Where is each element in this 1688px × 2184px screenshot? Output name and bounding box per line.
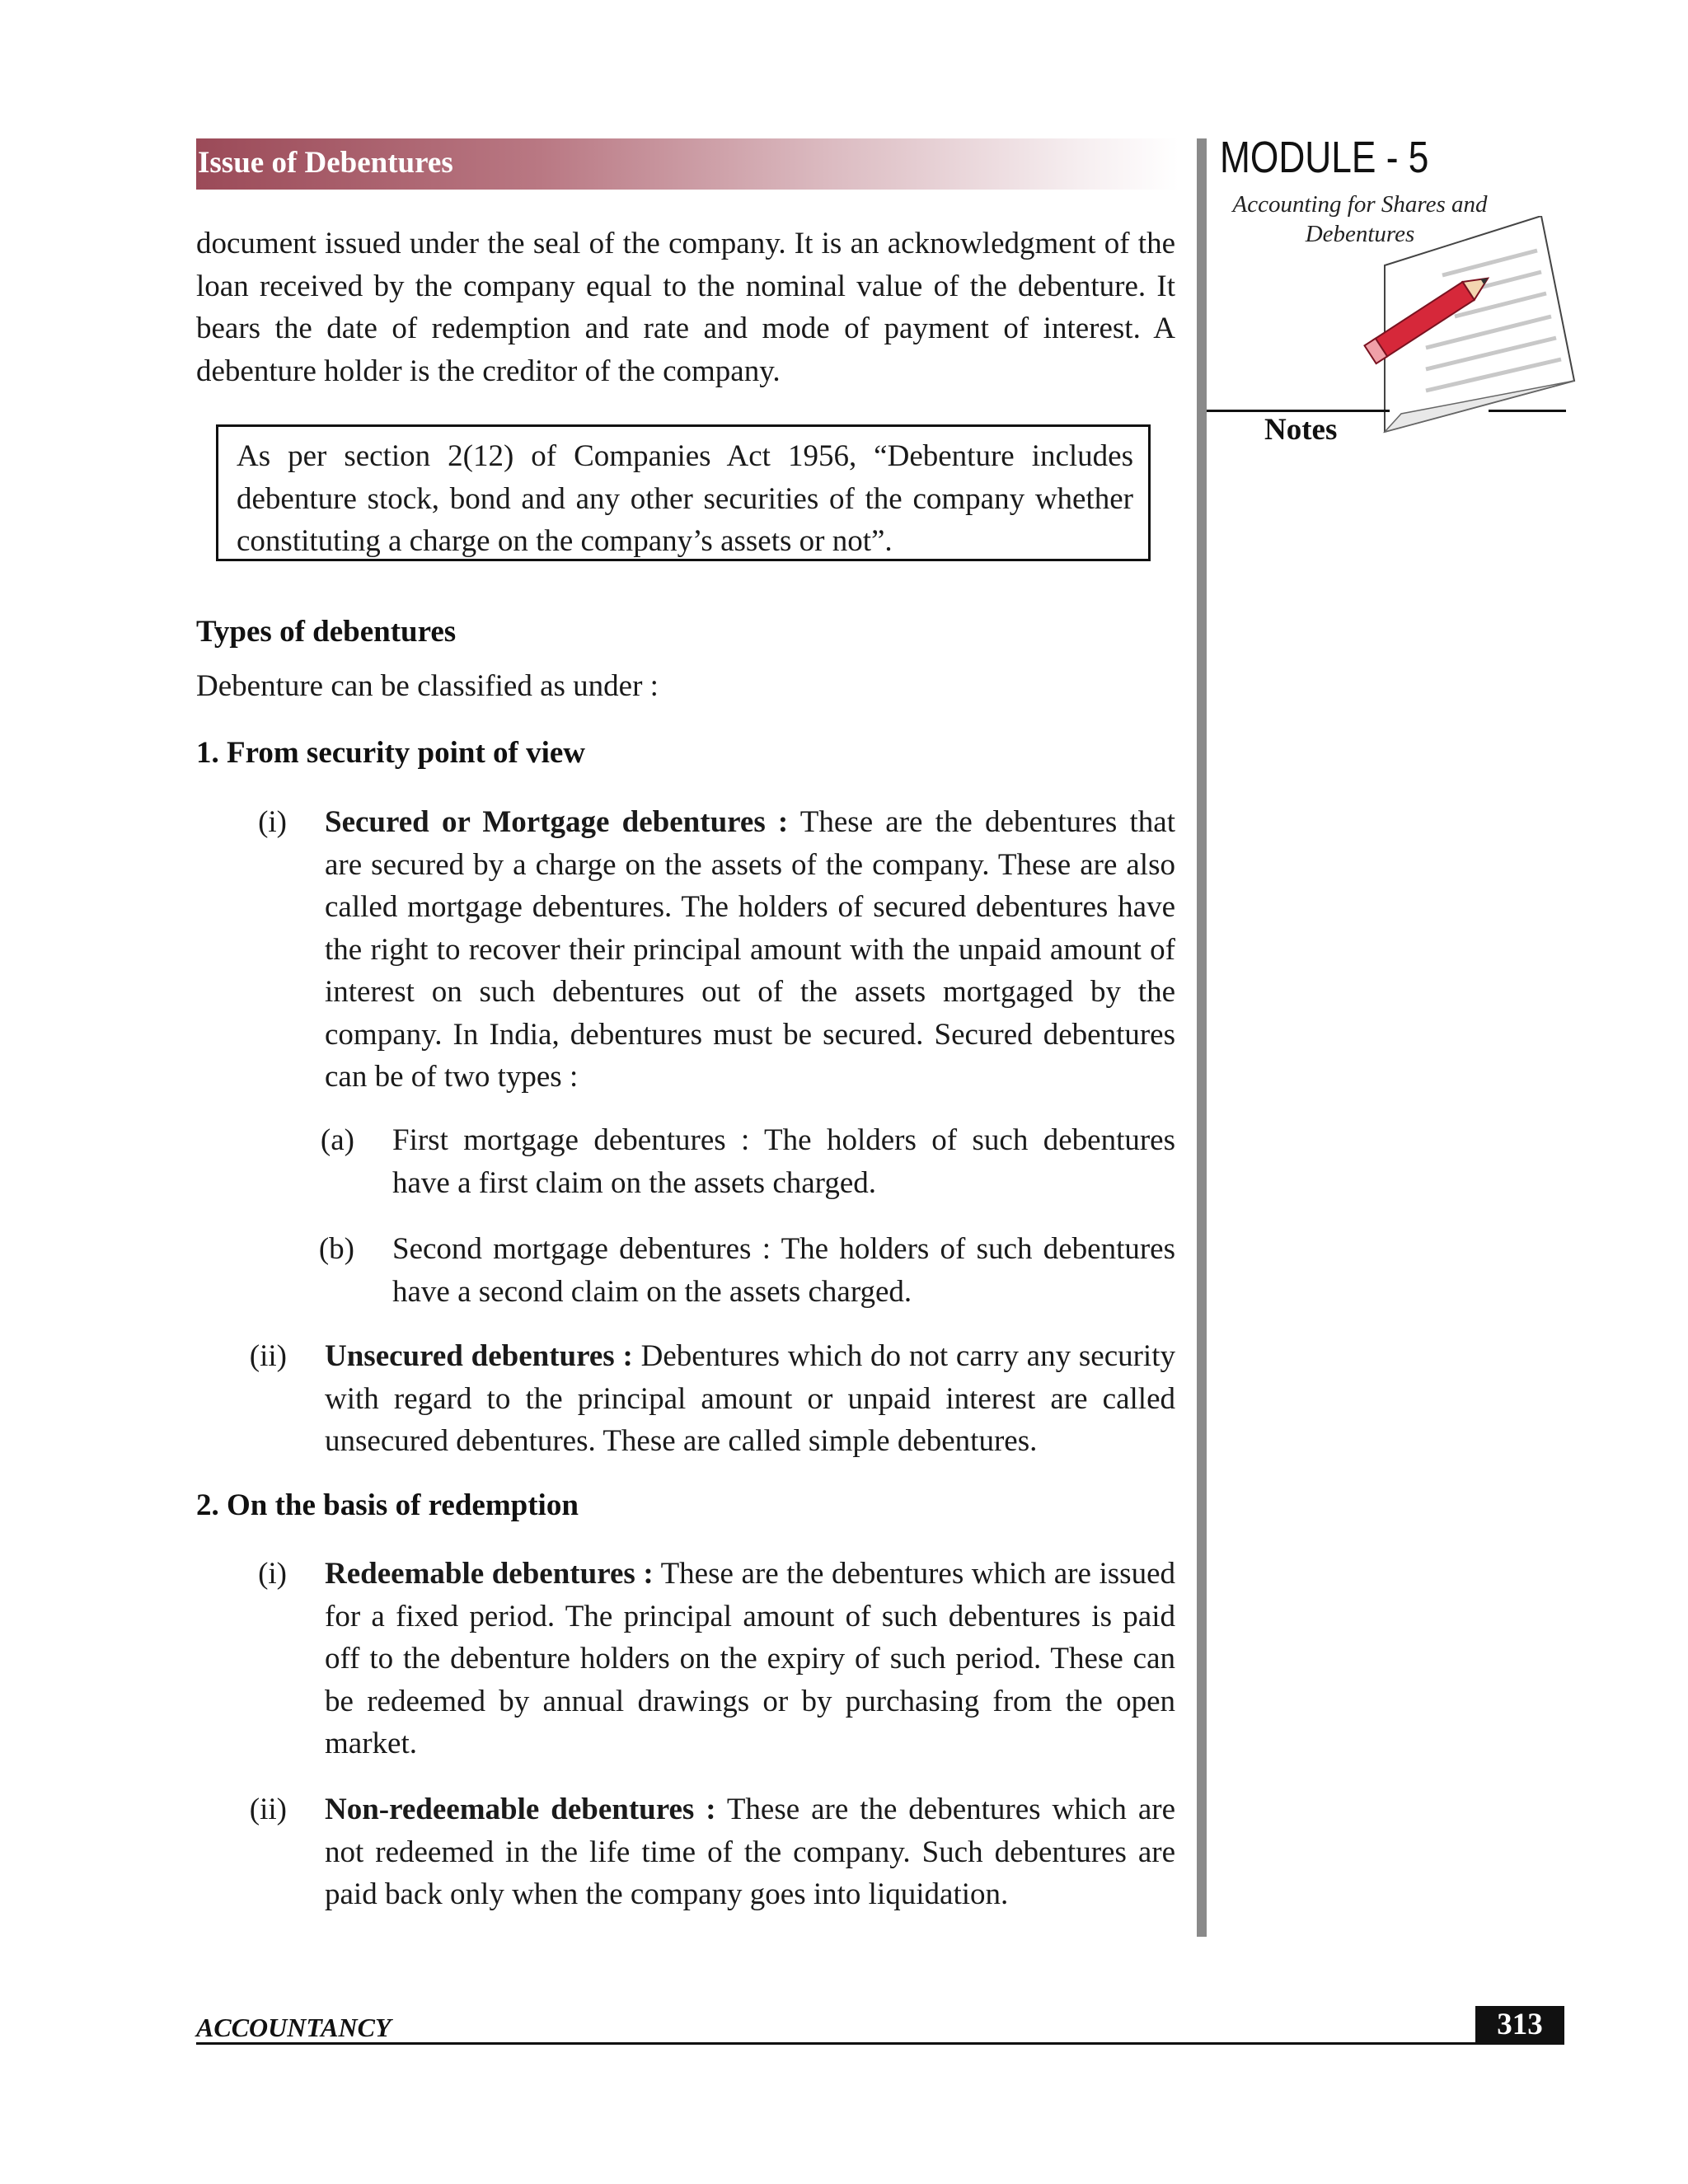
item-text: These are the debentures which are not redeemed in the life time of the company. Such debentures are paid back only when the company goes into liquidation. — [325, 1793, 1175, 1911]
margin-divider — [1197, 138, 1207, 1937]
item-marker: (i) — [258, 805, 287, 839]
footer-subject: ACCOUNTANCY — [196, 2013, 392, 2042]
list-item — [313, 1228, 1175, 1314]
item-marker: (ii) — [249, 1339, 287, 1373]
item-term: Secured or Mortgage debentures : — [325, 805, 789, 839]
item-marker: (ii) — [249, 1793, 287, 1826]
item-marker: (b) — [318, 1232, 354, 1266]
section1-heading: 1. From security point of view — [196, 736, 586, 770]
definition-box — [216, 424, 1151, 561]
item-marker: (a) — [320, 1123, 354, 1157]
module-subtitle: Accounting for Shares and Debentures — [1232, 191, 1488, 247]
item-text: These are the debentures that are secured by a charge on the assets of the company. These are also called mortgage debentures. The holders of secured debentures have the right to recover their principal amount with the unpaid amount of interest on such debentures out of the assets mortgaged by the company. In India, debentures must be secured. Secured debentures can be of two types : — [325, 805, 1175, 1094]
notes-rule-right — [1489, 410, 1566, 412]
list-item — [239, 1553, 1175, 1767]
item-content — [325, 801, 1175, 1099]
item-term: Unsecured debentures : — [325, 1339, 633, 1373]
item-content — [325, 1553, 1175, 1765]
item-content — [325, 1335, 1175, 1463]
item-term: Redeemable debentures : — [325, 1557, 654, 1591]
item-text: These are the debentures which are issued for a fixed period. The principal amount of such debentures is paid off to the debenture holders on the expiry of such period. These can be redeemed by annual drawings or by purchasing from the open market. — [325, 1557, 1175, 1760]
notes-label: Notes — [1264, 413, 1338, 447]
types-intro: Debenture can be classified as under : — [196, 669, 659, 703]
list-item — [239, 1788, 1175, 1920]
definition-text: As per section 2(12) of Companies Act 1956, “Debenture includes debenture stock, bond and any other securities of the company whether constituting a charge on the company’s assets or not”. — [237, 439, 1133, 558]
item-content: Second mortgage debentures : The holders of such debentures have a second claim on the assets charged. — [392, 1232, 1175, 1309]
section-title: Issue of Debentures — [198, 146, 453, 180]
intro-paragraph: document issued under the seal of the company. It is an acknowledgment of the loan received by the company equal to the nominal value of the debenture. It bears the date of redemption and rate and mode of payment of interest. A debenture holder is the creditor of the company. — [196, 227, 1175, 388]
notepad-pencil-icon — [1352, 216, 1582, 438]
list-item — [313, 1119, 1175, 1205]
types-heading: Types of debentures — [196, 615, 457, 649]
item-content: First mortgage debentures : The holders of such debentures have a first claim on the assets charged. — [392, 1123, 1175, 1200]
module-title: MODULE - 5 — [1220, 133, 1429, 182]
list-item — [239, 801, 1175, 1098]
footer-rule — [196, 2042, 1564, 2045]
item-term: Non-redeemable debentures : — [325, 1793, 716, 1826]
item-marker: (i) — [258, 1557, 287, 1591]
item-content — [325, 1788, 1175, 1916]
page-number: 313 — [1475, 2006, 1564, 2044]
section-header-band — [196, 138, 1179, 190]
section2-heading: 2. On the basis of redemption — [196, 1488, 579, 1522]
list-item — [239, 1335, 1175, 1467]
item-text: Debentures which do not carry any security with regard to the principal amount or unpaid interest are called unsecured debentures. These are called simple debentures. — [325, 1339, 1175, 1458]
